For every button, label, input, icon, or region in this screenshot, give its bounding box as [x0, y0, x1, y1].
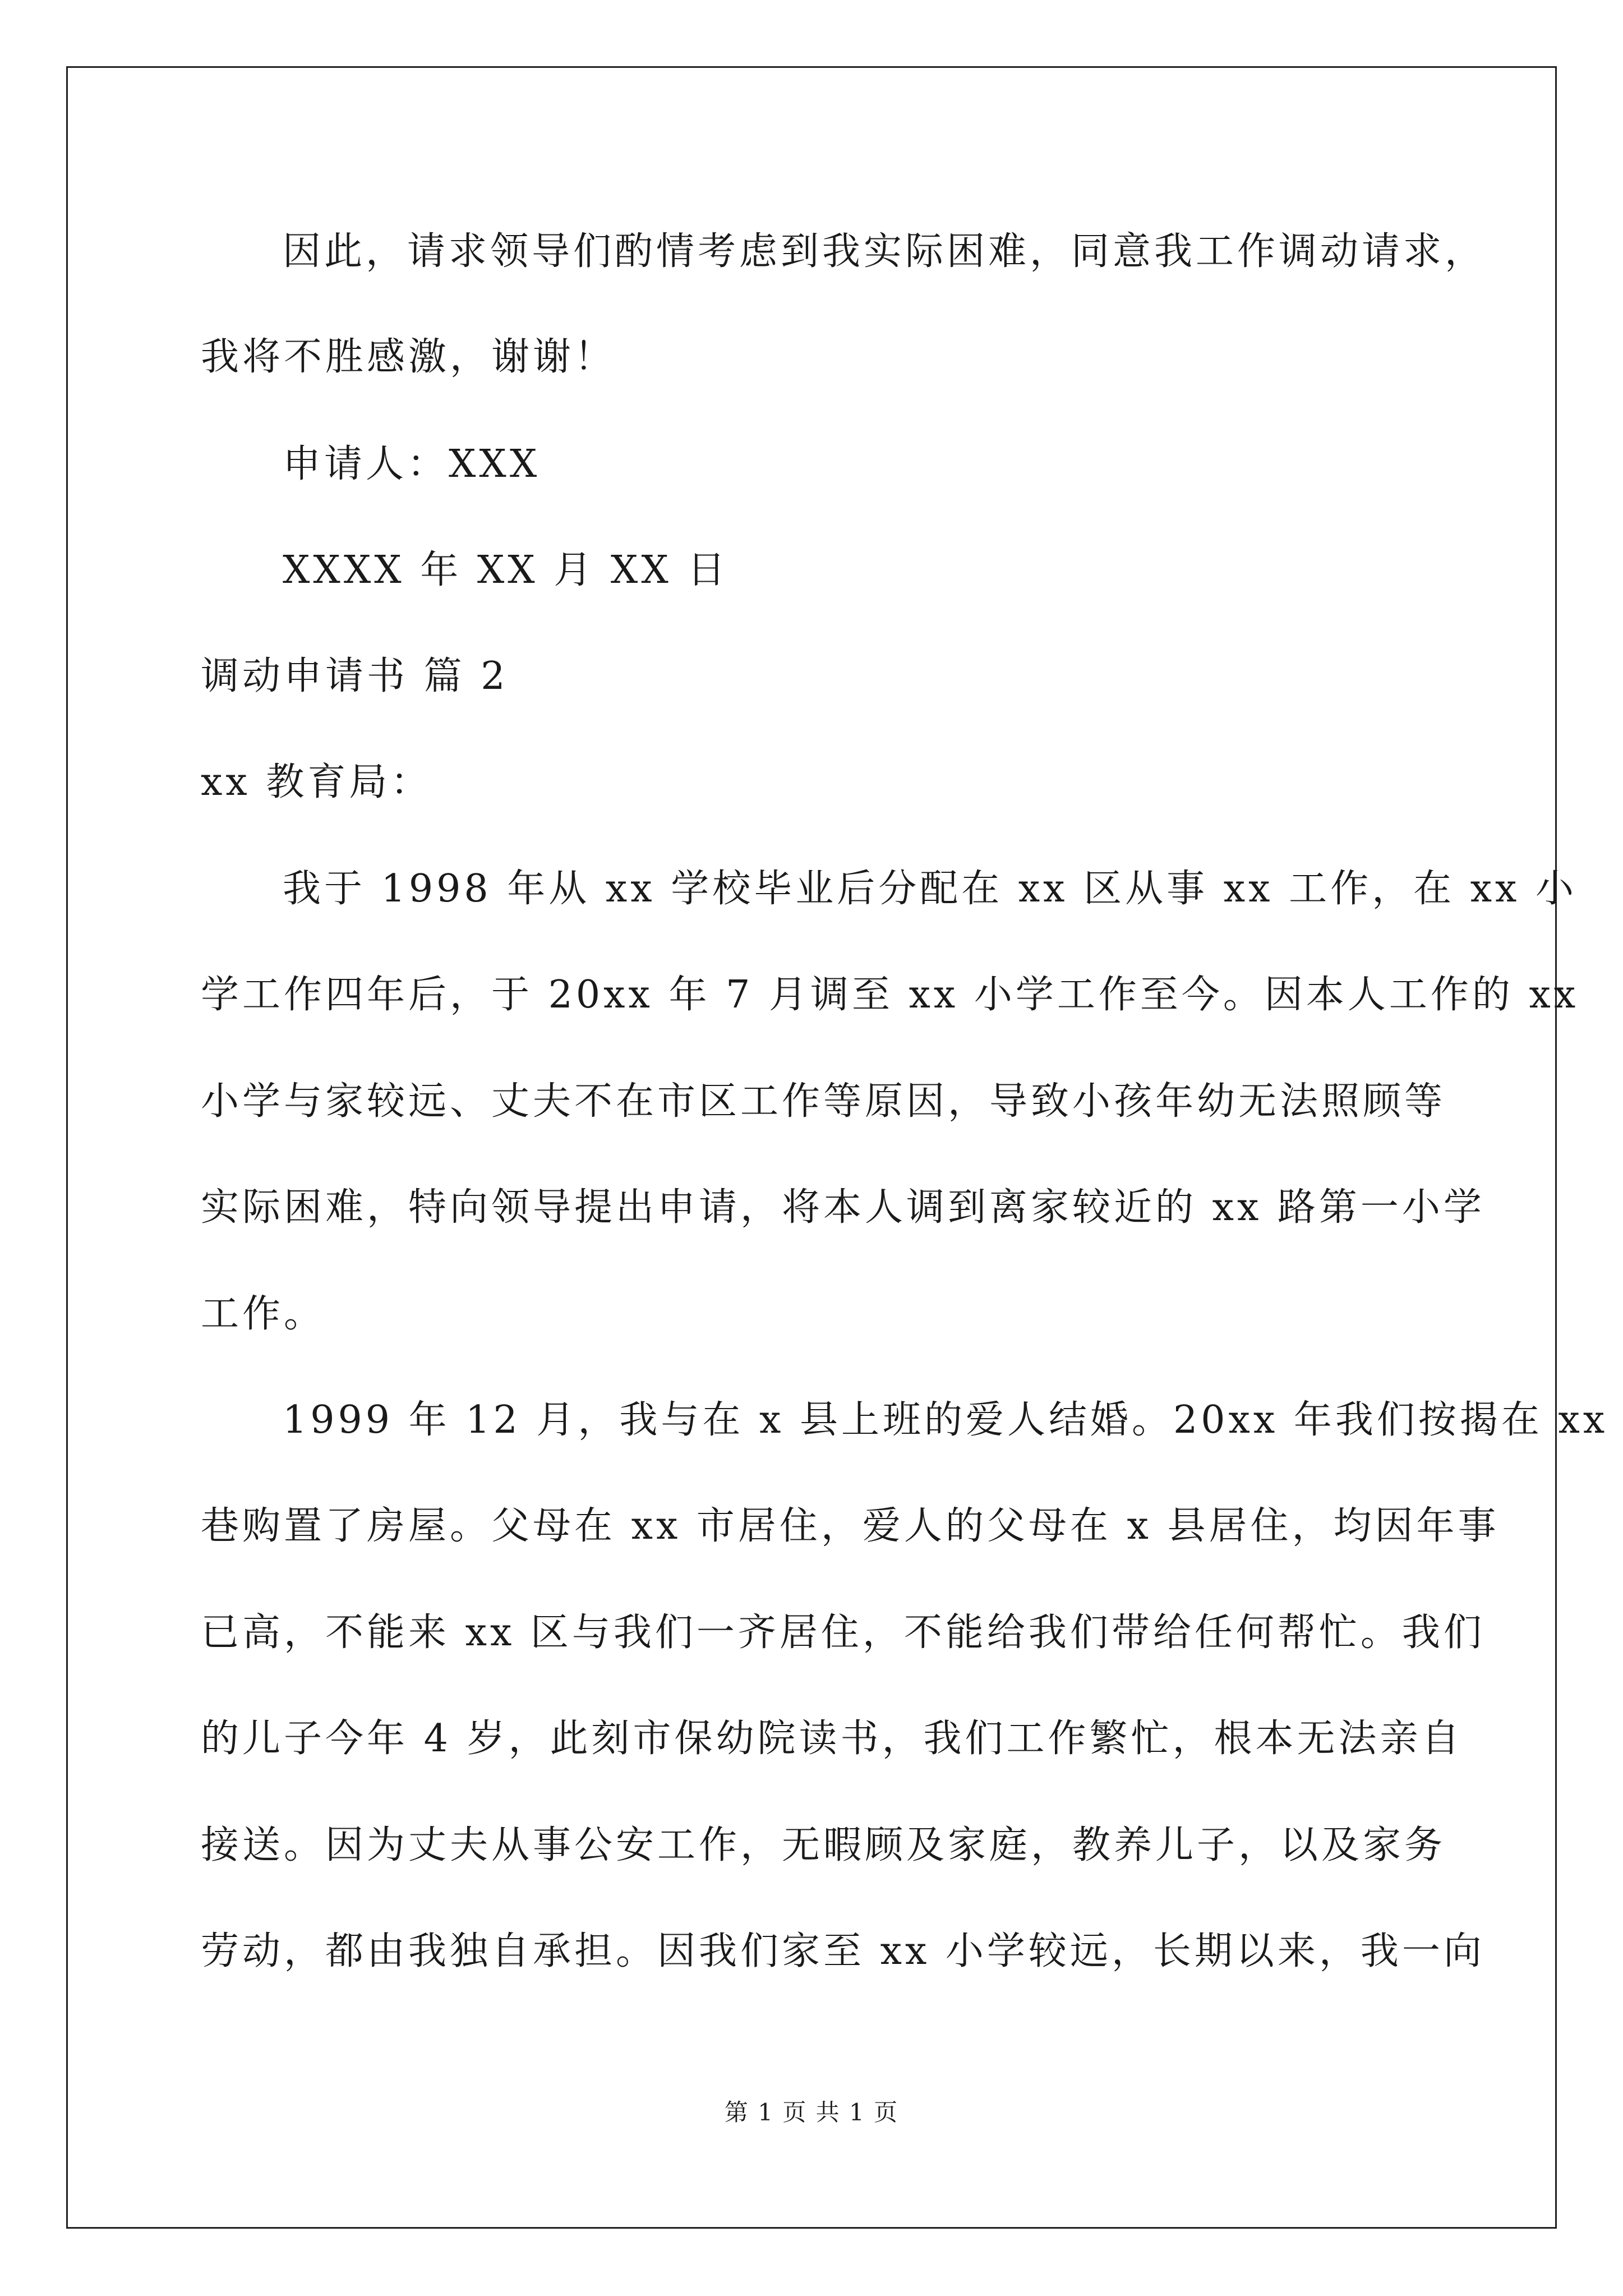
paragraph-line: 学工作四年后，于 20xx 年 7 月调至 xx 小学工作至今。因本人工作的 xx: [201, 973, 1579, 1017]
section-heading: 调动申请书 篇 2: [201, 654, 509, 698]
paragraph-line: 小学与家较远、丈夫不在市区工作等原因，导致小孩年幼无法照顾等: [201, 1079, 1446, 1124]
paragraph-line: 1999 年 12 月，我与在 x 县上班的爱人结婚。20xx 年我们按揭在 xx: [283, 1398, 1608, 1442]
paragraph-line: 我于 1998 年从 xx 学校毕业后分配在 xx 区从事 xx 工作，在 xx 小: [283, 867, 1578, 911]
paragraph-line: 劳动，都由我独自承担。因我们家至 xx 小学较远，长期以来，我一向: [201, 1929, 1485, 1973]
paragraph-line: 接送。因为丈夫从事公安工作，无暇顾及家庭，教养儿子，以及家务: [201, 1823, 1446, 1867]
signature-applicant: 申请人：XXX: [283, 442, 541, 486]
paragraph-line: 巷购置了房屋。父母在 xx 市居住，爱人的父母在 x 县居住，均因年事: [201, 1504, 1500, 1548]
paragraph-line: 实际困难，特向领导提出申请，将本人调到离家较近的 xx 路第一小学: [201, 1185, 1485, 1230]
paragraph-line: 因此，请求领导们酌情考虑到我实际困难，同意我工作调动请求，: [283, 229, 1487, 274]
signature-date: XXXX 年 XX 月 XX 日: [283, 548, 729, 592]
paragraph-line: 工作。: [201, 1292, 326, 1336]
paragraph-line: 的儿子今年 4 岁，此刻市保幼院读书，我们工作繁忙，根本无法亲自: [201, 1717, 1463, 1761]
paragraph-line: 已高，不能来 xx 区与我们一齐居住，不能给我们带给任何帮忙。我们: [201, 1611, 1485, 1655]
page-number-footer: 第 1 页 共 1 页: [724, 2099, 899, 2126]
salutation: xx 教育局：: [201, 760, 432, 804]
paragraph-line: 我将不胜感激，谢谢！: [201, 335, 616, 379]
page-border: [66, 66, 1557, 2229]
